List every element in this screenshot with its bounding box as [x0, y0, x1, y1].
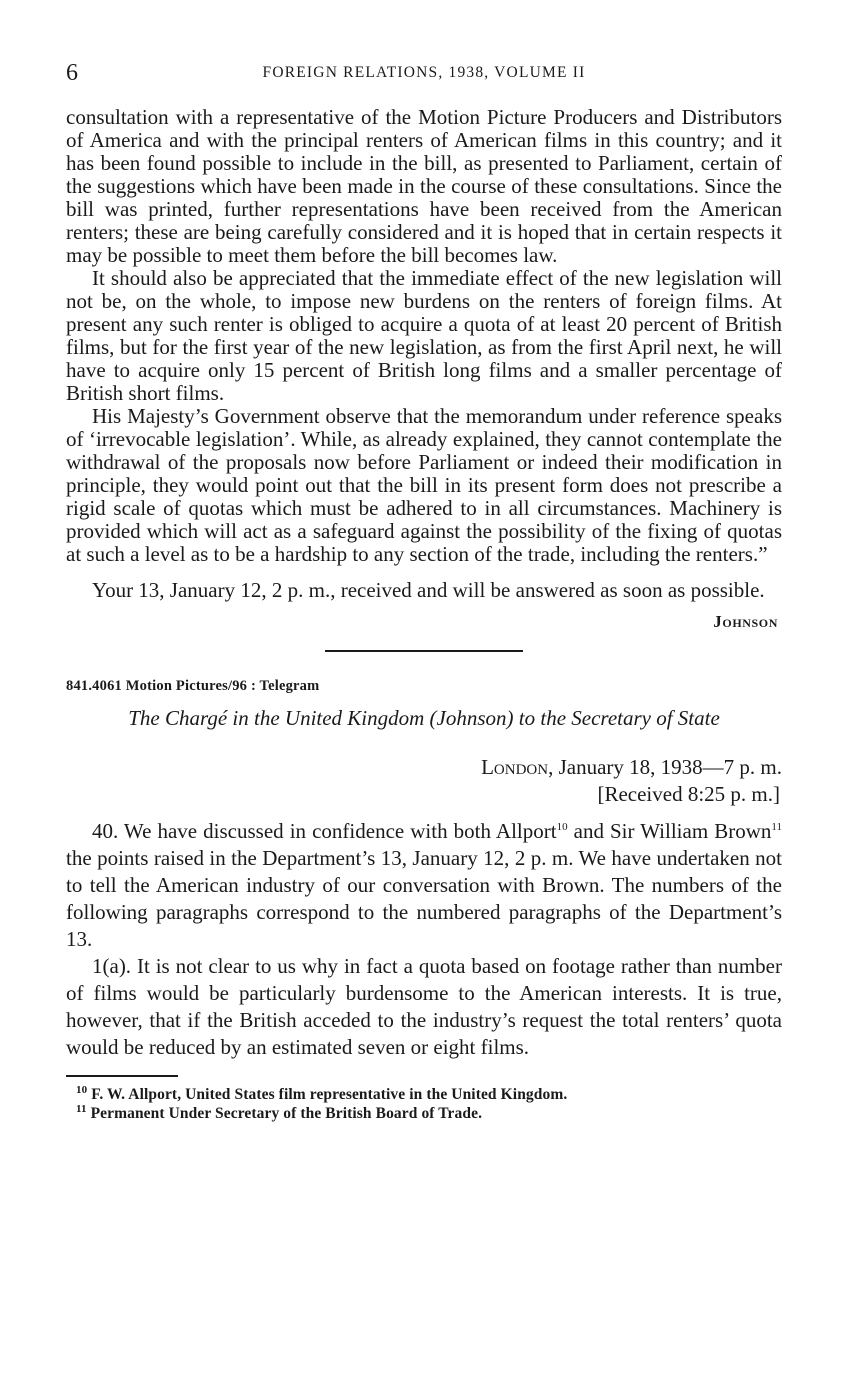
- telegram-body: [66, 818, 782, 1061]
- continuation-paragraph: His Majesty’s Government observe that the memorandum under reference speaks of ‘irrevocable legislation’. While, as already explained, they cannot contemplate the withdrawal of the proposals now before Parliament or indeed their modification in principle, they would point out that the bill in its present form does not prescribe a rigid scale of quotas which must be adhered to in all circumstances. Machinery is provided which will act as a safeguard against the possibility of the fixing of quotas at such a level as to be a hardship to any section of the trade, including the renters.”: [66, 404, 782, 566]
- continuation-paragraph: It should also be appreciated that the immediate effect of the new legislation will not be, on the whole, to impose new burdens on the renters of foreign films. At present any such renter is obliged to acquire a quota of at least 20 percent of British films, but for the first year of the new legislation, as from the first April next, he will have to acquire only 15 percent of British long films and a smaller percentage of British short films.: [66, 266, 782, 405]
- file-reference: 841.4061 Motion Pictures/96 : Telegram: [66, 678, 320, 694]
- page: [66, 58, 782, 1123]
- dateline-place: London,: [481, 755, 554, 779]
- footnote-number: 11: [76, 1102, 87, 1115]
- dateline: [66, 754, 782, 781]
- telegram-paragraph: 1(a). It is not clear to us why in fact a quota based on footage rather than number of films would be particularly burdensome to the American interests. It is true, however, that if the British acceded to the industry’s request the total renters’ quota would be reduced by an estimated seven or eight films.: [66, 954, 782, 1059]
- document-title: The Chargé in the United Kingdom (Johnson) to the Secretary of State: [128, 706, 720, 730]
- closing-paragraph: Your 13, January 12, 2 p. m., received and will be answered as soon as possible.: [92, 578, 765, 602]
- running-header: [66, 58, 782, 88]
- received-time: [Received 8:25 p. m.]: [597, 782, 780, 806]
- page-number: 6: [66, 60, 78, 86]
- section-divider: [325, 650, 523, 652]
- footnotes: [66, 1085, 782, 1123]
- footnote-ref[interactable]: 10: [556, 821, 568, 833]
- dateline-date: January 18, 1938—7 p. m.: [558, 755, 782, 779]
- header-title: FOREIGN RELATIONS, 1938, VOLUME II: [262, 64, 586, 81]
- footnote-text: Permanent Under Secretary of the British Board of Trade.: [90, 1105, 483, 1122]
- footnote-text: F. W. Allport, United States film representative in the United Kingdom.: [91, 1086, 568, 1103]
- telegram-text: 40. We have discussed in confidence with both Allport: [92, 819, 557, 843]
- footnote-number: 10: [76, 1083, 88, 1096]
- footnote-divider: [66, 1075, 178, 1077]
- telegram-text: and Sir William Brown: [567, 819, 772, 843]
- continuation-paragraph: consultation with a representative of the Motion Picture Producers and Distributors of America and with the principal renters of American films in this country; and it has been found possible to include in the bill, as presented to Parliament, certain of the suggestions which have been made in the course of these consultations. Since the bill was printed, further representations have been received from the American renters; these are being carefully considered and it is hoped that in certain respects it may be possible to meet them before the bill becomes law.: [66, 105, 782, 267]
- signature: Johnson: [713, 612, 778, 631]
- previous-document-continuation: [66, 106, 782, 634]
- telegram-text: the points raised in the Department’s 13, January 12, 2 p. m. We have undertaken not to tell the American industry of our conversation with Brown. The numbers of the following paragraphs correspond to the numbered paragraphs of the Department’s 13.: [66, 846, 782, 951]
- footnote: [76, 1104, 782, 1123]
- footnote-ref[interactable]: 11: [771, 821, 782, 833]
- telegram-paragraph: [66, 818, 782, 953]
- footnote: [76, 1085, 782, 1104]
